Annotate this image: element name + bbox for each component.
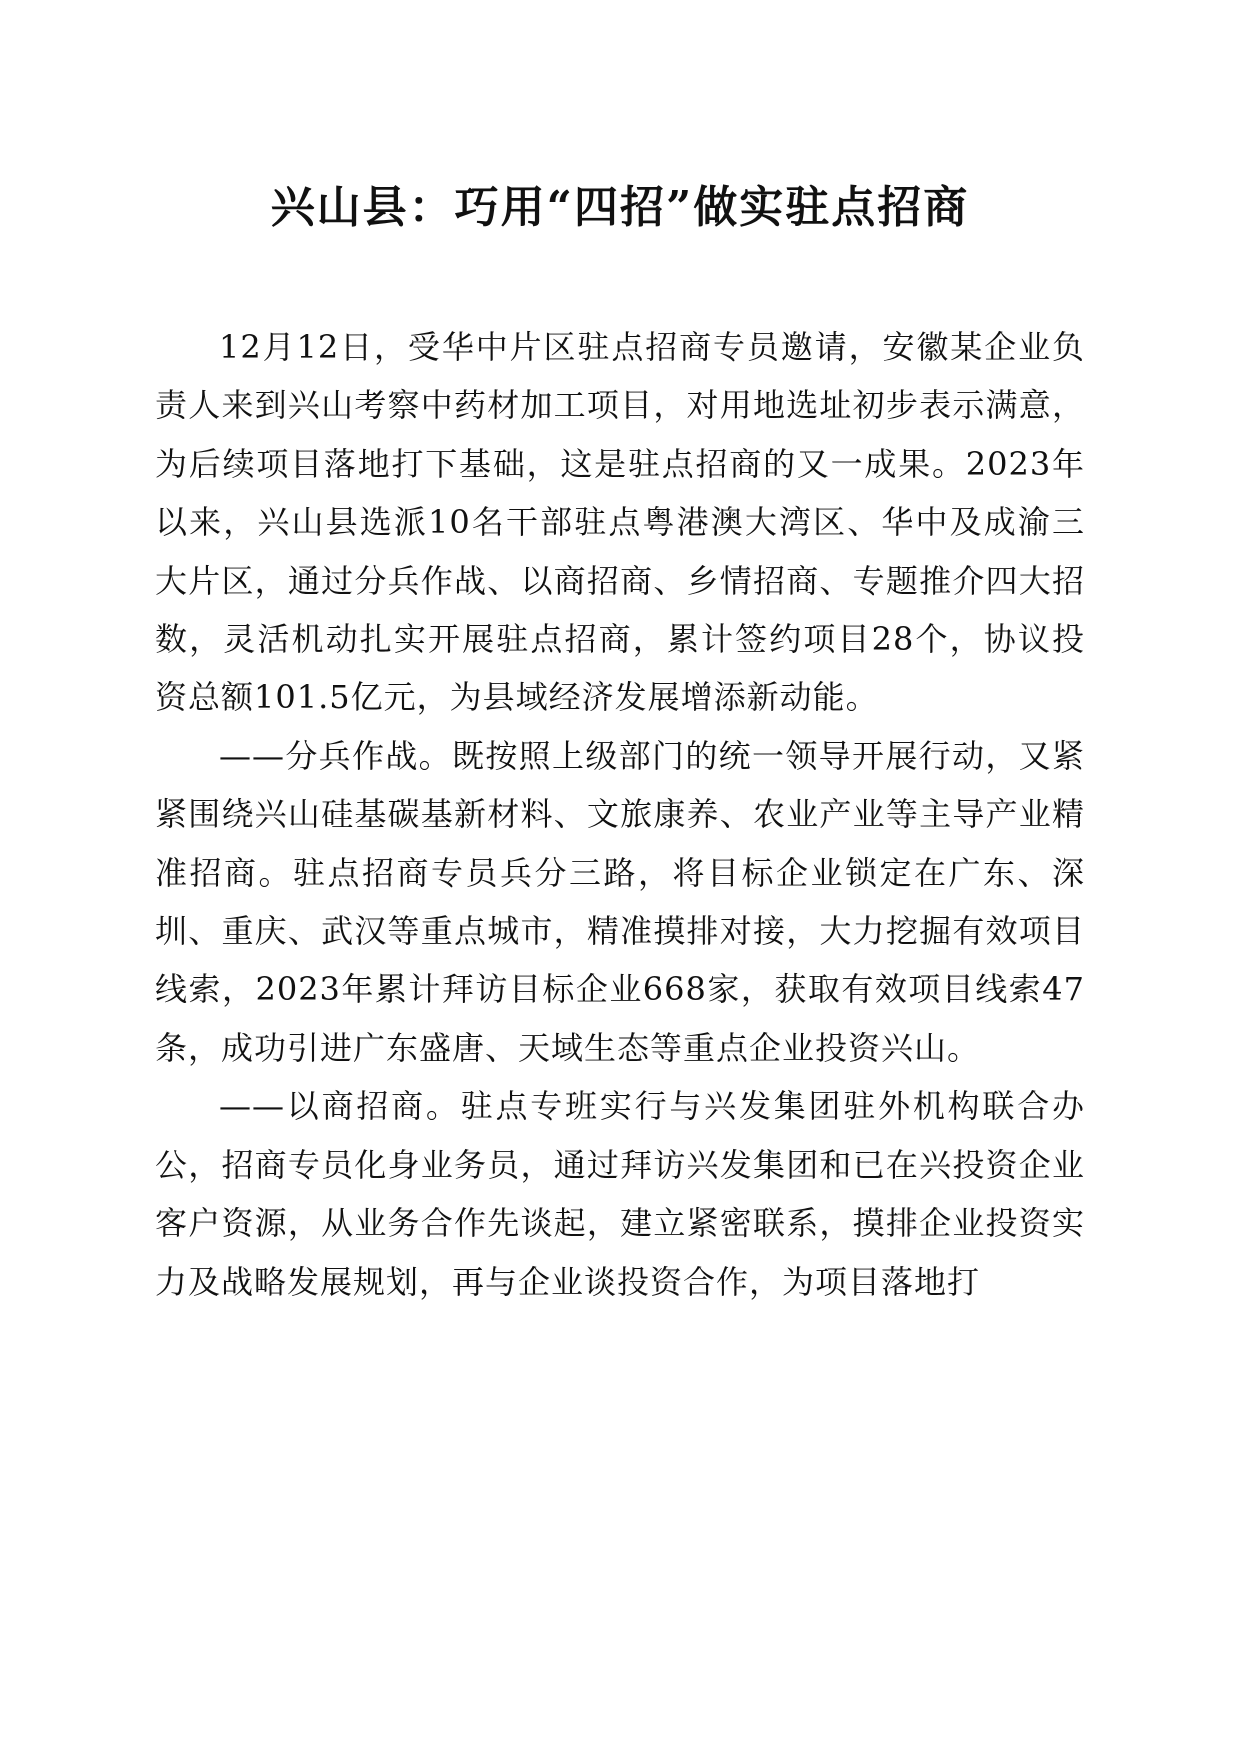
paragraph-business-referral: ——以商招商。驻点专班实行与兴发集团驻外机构联合办公，招商专员化身业务员，通过拜访兴发集团和已在兴投资企业客户资源，从业务合作先谈起，建立紧密联系，摸排企业投资实力及战略发展规划，再与企业谈投资合作，为项目落地打 [155, 1087, 1085, 1301]
document-body [155, 318, 1085, 1311]
paragraph-divided-operations: ——分兵作战。既按照上级部门的统一领导开展行动，又紧紧围绕兴山硅基碳基新材料、文旅康养、农业产业等主导产业精准招商。驻点招商专员兵分三路，将目标企业锁定在广东、深圳、重庆、武汉等重点城市，精准摸排对接，大力挖掘有效项目线索，2023年累计拜访目标企业668家，获取有效项目线索47条，成功引进广东盛唐、天域生态等重点企业投资兴山。 [155, 736, 1085, 1067]
document-title: 兴山县：巧用“四招”做实驻点招商 [270, 182, 970, 233]
paragraph-intro: 12月12日，受华中片区驻点招商专员邀请，安徽某企业负责人来到兴山考察中药材加工项目，对用地选址初步表示满意，为后续项目落地打下基础，这是驻点招商的又一成果。2023年以来，兴山县选派10名干部驻点粤港澳大湾区、华中及成渝三大片区，通过分兵作战、以商招商、乡情招商、专题推介四大招数，灵活机动扎实开展驻点招商，累计签约项目28个，协议投资总额101.5亿元，为县域经济发展增添新动能。 [155, 328, 1085, 717]
